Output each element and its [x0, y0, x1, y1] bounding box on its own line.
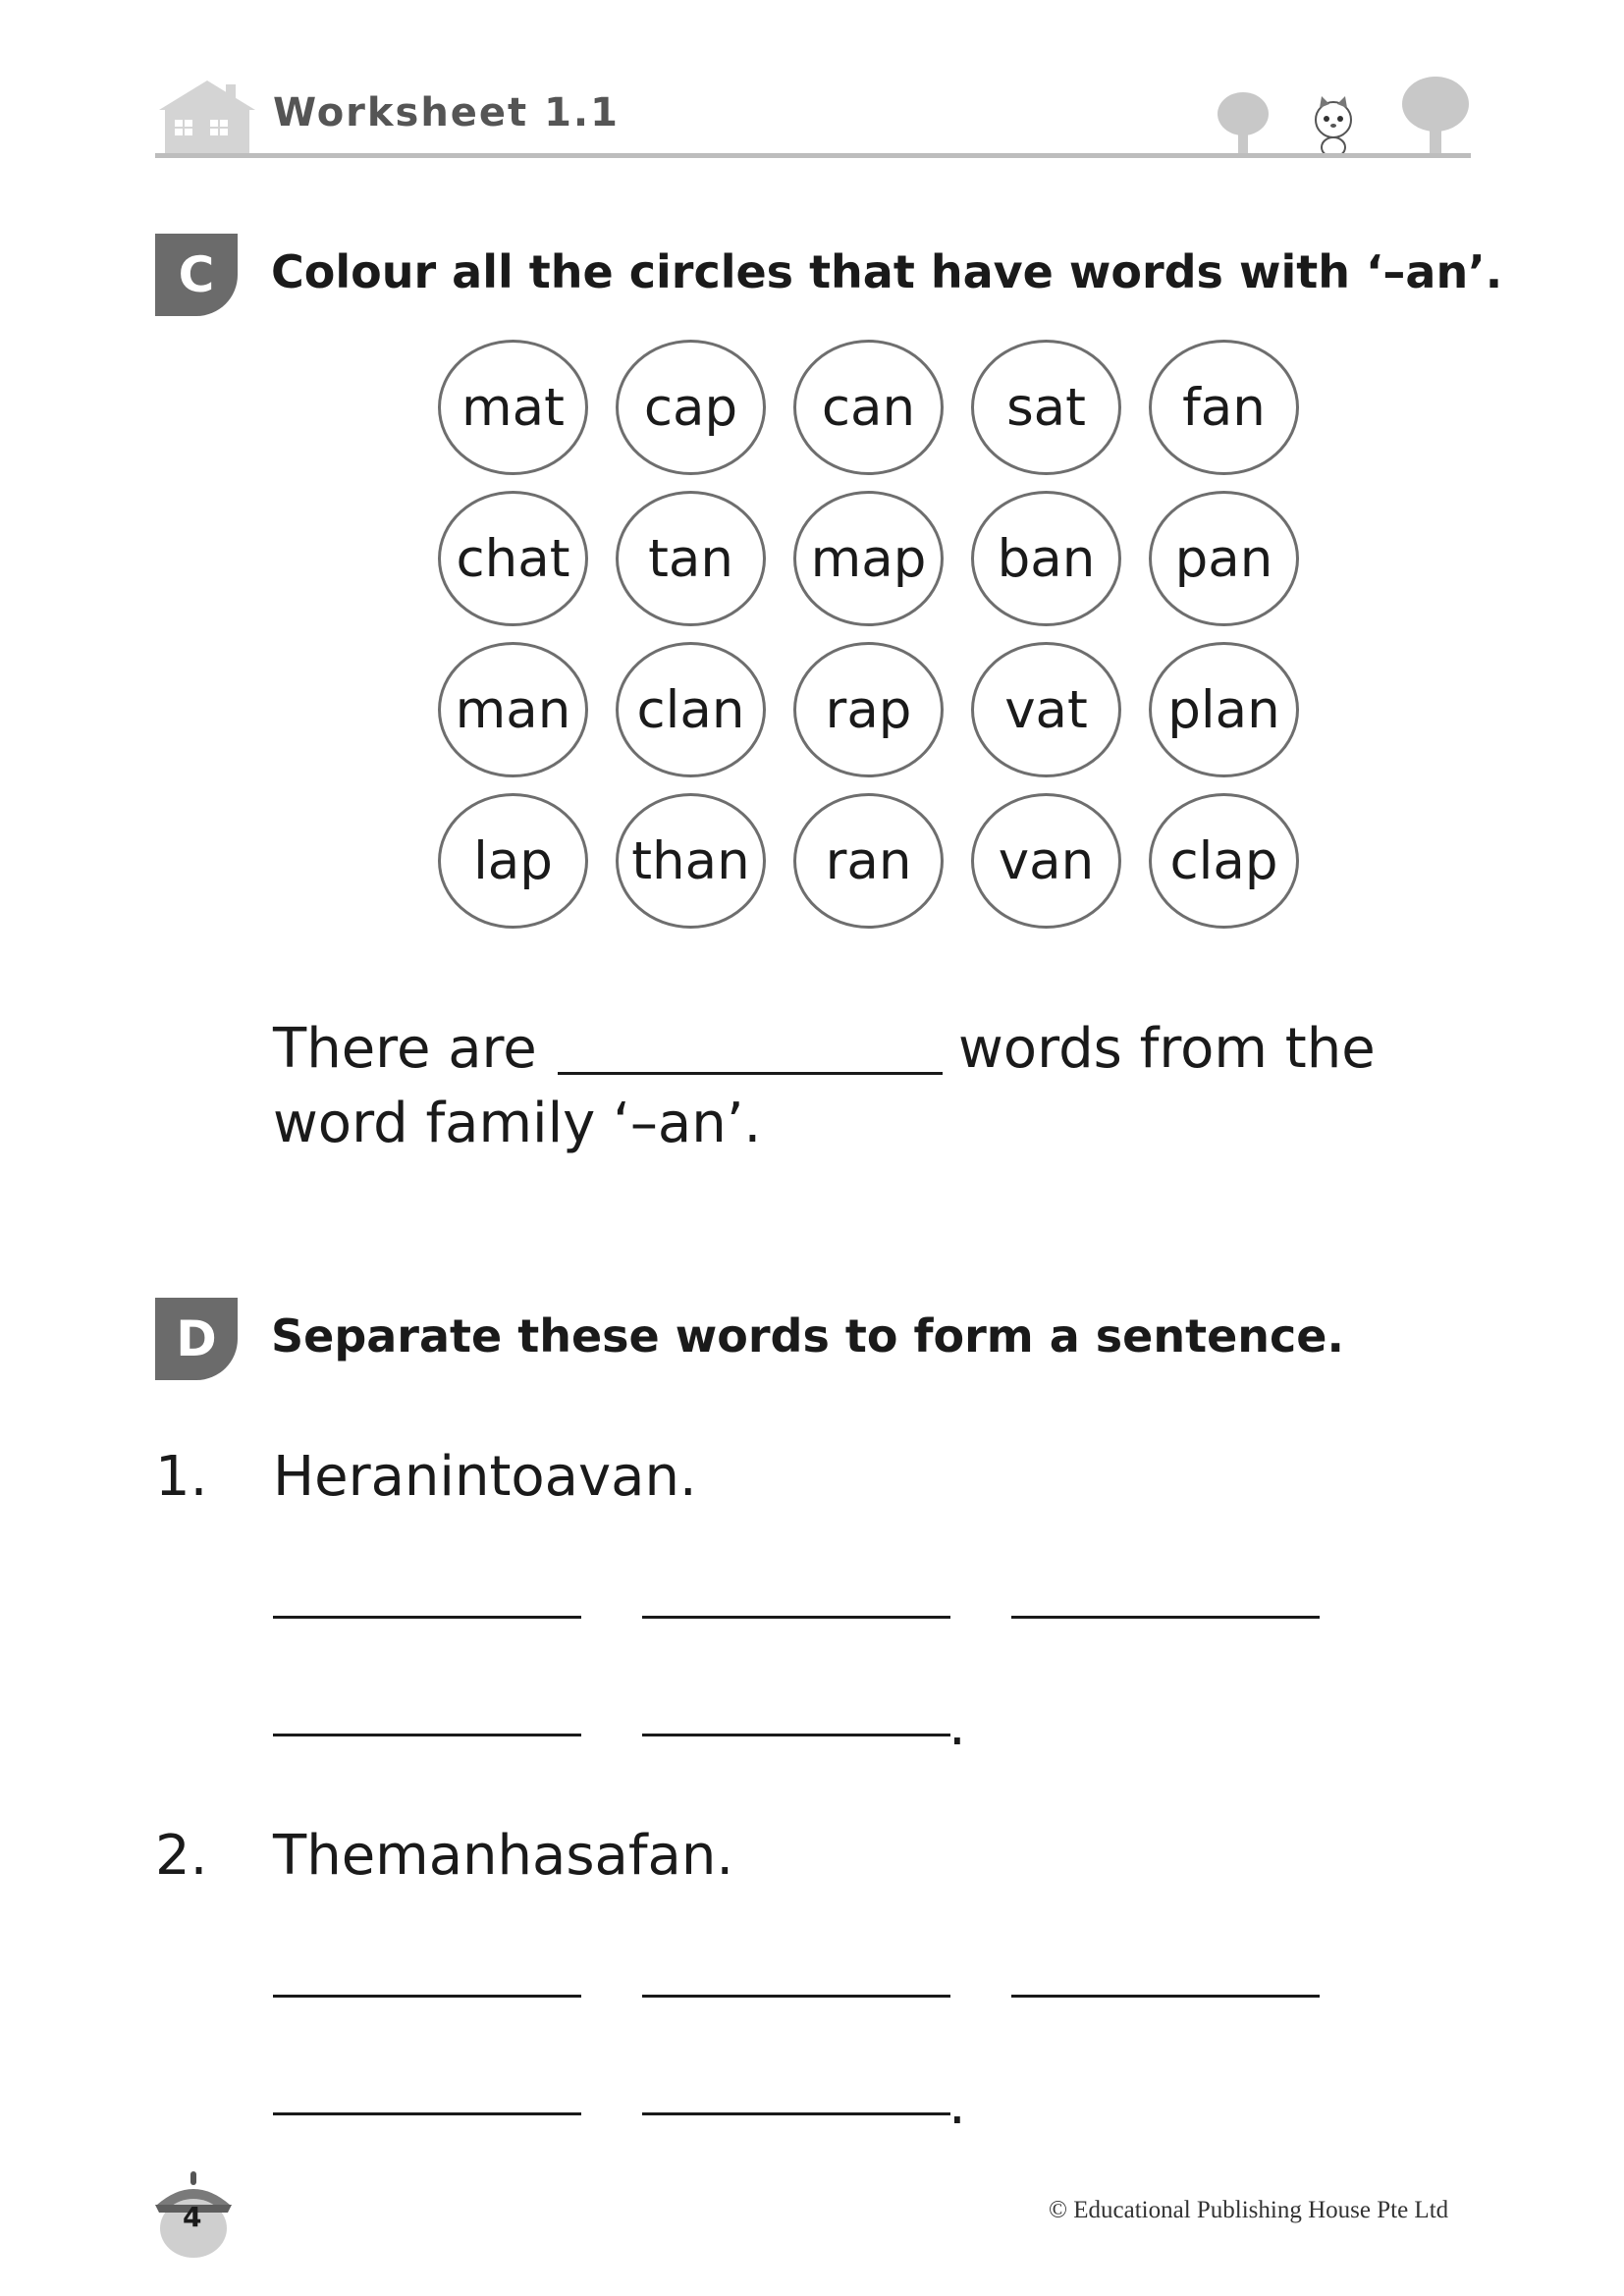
answer-blank[interactable] — [1011, 1995, 1320, 1998]
answer-sentence-middle: words from the — [958, 1017, 1376, 1081]
word-circle[interactable]: van — [971, 793, 1121, 929]
sentence-period: . — [948, 1694, 966, 1758]
word-circle[interactable]: can — [793, 340, 944, 475]
word-circle[interactable]: sat — [971, 340, 1121, 475]
question-text: Heranintoavan. — [273, 1445, 697, 1509]
worksheet-title: Worksheet 1.1 — [273, 90, 620, 135]
answer-blank[interactable] — [1011, 1616, 1320, 1619]
section-c-instruction: Colour all the circles that have words with ‘–an’. — [271, 245, 1503, 298]
house-icon — [155, 77, 259, 157]
answer-sentence-end: word family ‘–an’. — [273, 1092, 762, 1155]
word-circle[interactable]: lap — [438, 793, 588, 929]
word-circle[interactable]: pan — [1149, 491, 1299, 626]
question-number: 2. — [155, 1824, 208, 1888]
header-divider — [155, 153, 1471, 158]
sentence-period: . — [948, 2073, 966, 2137]
word-circle[interactable]: than — [616, 793, 766, 929]
answer-blank[interactable] — [642, 2112, 950, 2115]
word-circle[interactable]: vat — [971, 642, 1121, 777]
word-circle[interactable]: map — [793, 491, 944, 626]
answer-blank[interactable] — [273, 1616, 581, 1619]
word-circle[interactable]: ban — [971, 491, 1121, 626]
word-circle-grid — [438, 340, 1302, 931]
section-d-badge: D — [155, 1298, 238, 1380]
tree-icon — [1398, 73, 1473, 157]
word-circle[interactable]: ran — [793, 793, 944, 929]
section-c-badge: C — [155, 234, 238, 316]
answer-blank-count[interactable] — [558, 1072, 943, 1075]
answer-sentence-start: There are — [273, 1017, 537, 1081]
answer-blank[interactable] — [273, 2112, 581, 2115]
question-number: 1. — [155, 1445, 208, 1509]
answer-blank[interactable] — [642, 1616, 950, 1619]
answer-blank[interactable] — [642, 1995, 950, 1998]
tree-icon — [1214, 88, 1272, 157]
word-circle[interactable]: plan — [1149, 642, 1299, 777]
answer-blank[interactable] — [273, 1995, 581, 1998]
copyright-text: © Educational Publishing House Pte Ltd — [1049, 2197, 1449, 2223]
word-circle[interactable]: fan — [1149, 340, 1299, 475]
word-circle[interactable]: clap — [1149, 793, 1299, 929]
question-text: Themanhasafan. — [273, 1824, 734, 1888]
word-circle[interactable]: mat — [438, 340, 588, 475]
word-circle[interactable]: tan — [616, 491, 766, 626]
page-number: 4 — [183, 2201, 202, 2233]
answer-blank[interactable] — [273, 1734, 581, 1736]
word-circle[interactable]: cap — [616, 340, 766, 475]
word-circle[interactable]: clan — [616, 642, 766, 777]
word-circle[interactable]: rap — [793, 642, 944, 777]
squirrel-icon — [1306, 94, 1361, 157]
section-d-instruction: Separate these words to form a sentence. — [271, 1309, 1344, 1362]
answer-blank[interactable] — [642, 1734, 950, 1736]
word-circle[interactable]: man — [438, 642, 588, 777]
word-circle[interactable]: chat — [438, 491, 588, 626]
